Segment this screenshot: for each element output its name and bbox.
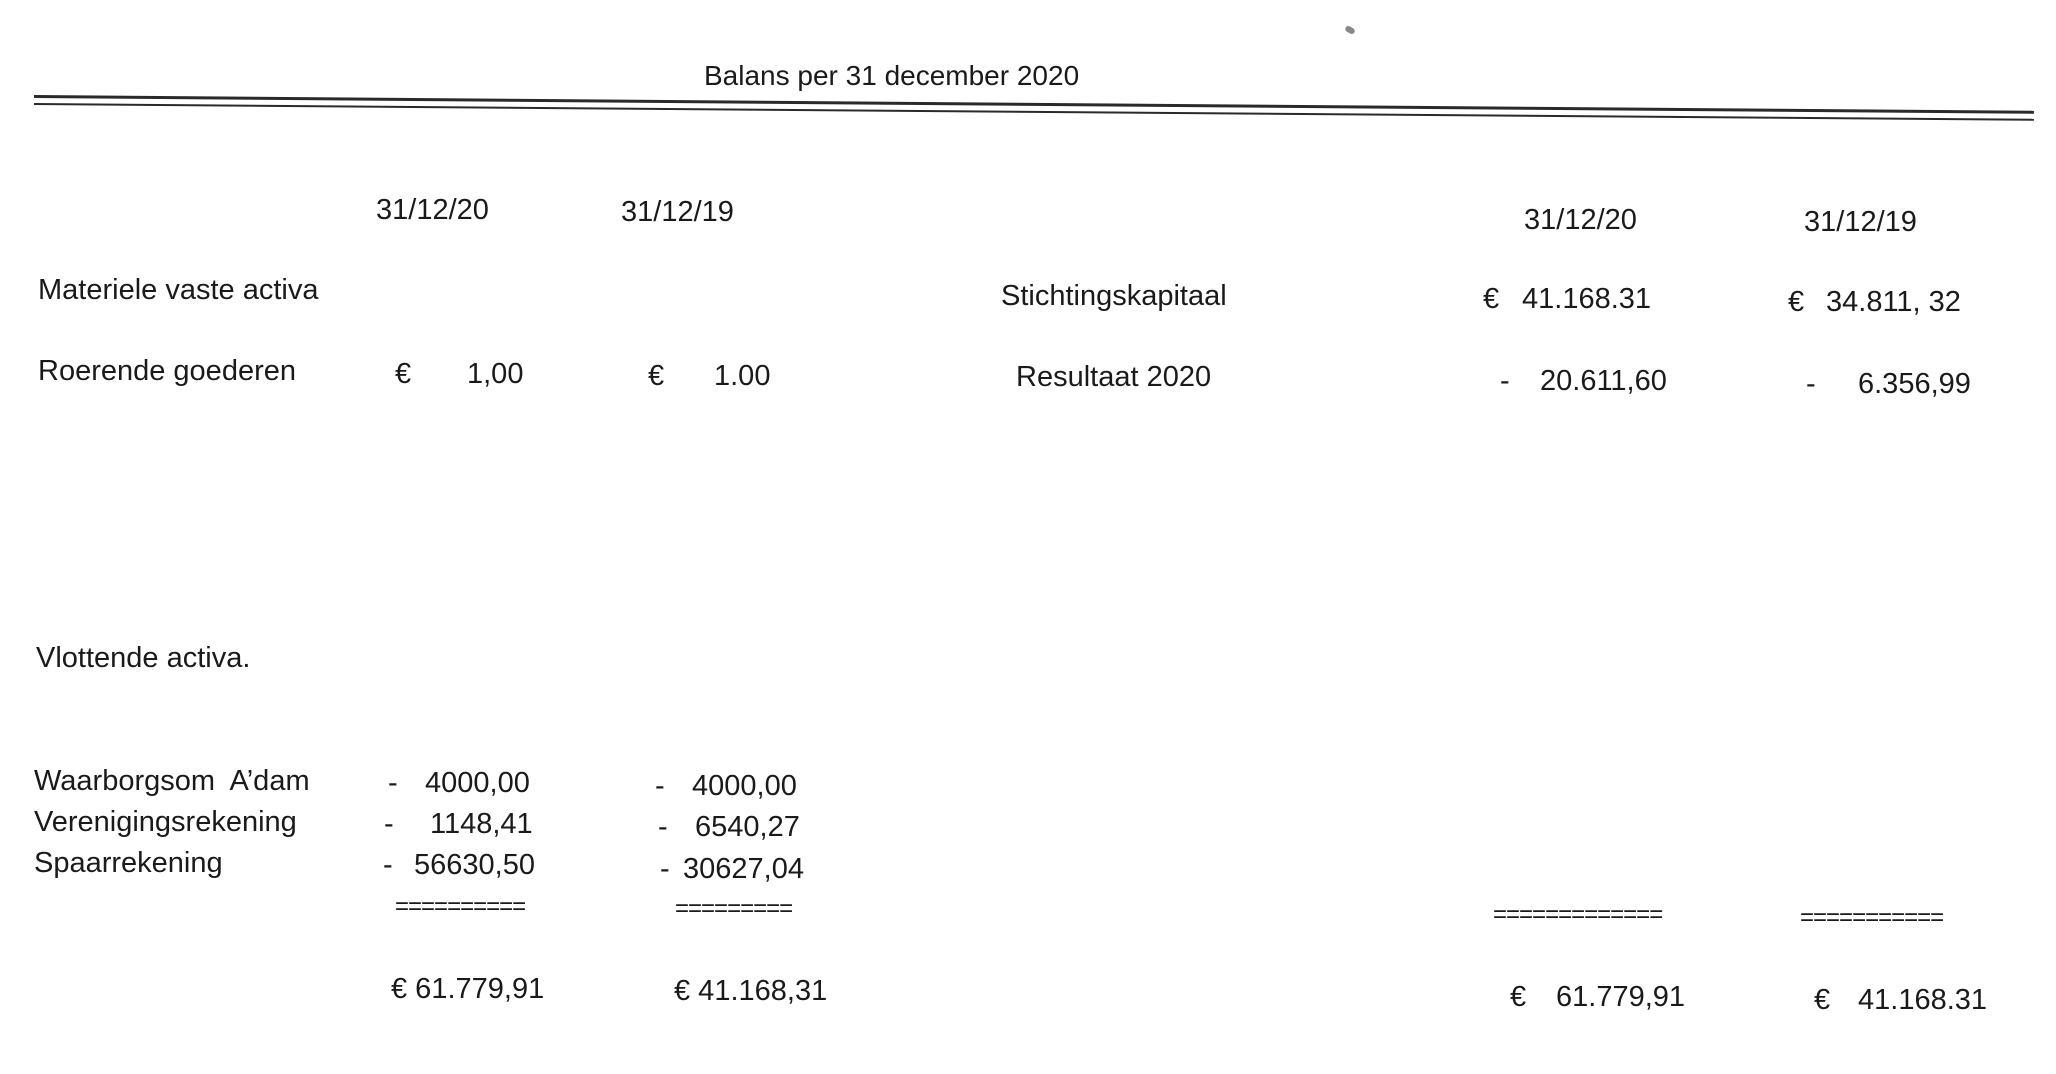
fixed-assets-heading: Materiele vaste activa <box>38 274 319 306</box>
current-item-dash-2019: - <box>660 853 670 885</box>
movable-goods-currency-2020: € <box>395 358 412 390</box>
total-right-currency-2020: € <box>1510 981 1527 1013</box>
current-assets-heading: Vlottende activa. <box>36 642 251 674</box>
result-dash-2020: - <box>1500 365 1510 397</box>
total-left-2020: € 61.779,91 <box>391 973 545 1005</box>
total-right-value-2019: 41.168.31 <box>1858 984 1988 1016</box>
capital-currency-2020: € <box>1483 283 1500 315</box>
current-item-dash-2020: - <box>383 849 393 881</box>
movable-goods-label: Roerende goederen <box>38 355 296 387</box>
capital-value-2019: 34.811, 32 <box>1826 286 1961 318</box>
current-item-dash-2020: - <box>384 808 394 840</box>
current-item-value-2019: 6540,27 <box>695 811 800 843</box>
current-item-dash-2020: - <box>388 767 398 799</box>
page-title: Balans per 31 december 2020 <box>704 60 1080 91</box>
movable-goods-value-2019: 1.00 <box>714 360 771 392</box>
separator-left-2020: ========== <box>395 893 526 920</box>
right-header-2019: 31/12/19 <box>1804 206 1917 238</box>
current-item-value-2019: 30627,04 <box>683 853 804 885</box>
total-right-currency-2019: € <box>1814 984 1831 1016</box>
current-item-dash-2019: - <box>655 770 665 802</box>
left-header-2020: 31/12/20 <box>376 194 489 226</box>
current-item-value-2020: 1148,41 <box>430 808 533 840</box>
separator-right-2019: =========== <box>1800 904 1944 931</box>
separator-right-2020: ============= <box>1493 901 1663 928</box>
current-item-value-2019: 4000,00 <box>692 770 797 802</box>
separator-left-2019: ========= <box>675 895 793 922</box>
result-value-2020: 20.611,60 <box>1540 365 1667 397</box>
movable-goods-currency-2019: € <box>648 360 665 392</box>
movable-goods-value-2020: 1,00 <box>467 358 524 390</box>
current-item-value-2020: 4000,00 <box>425 767 530 799</box>
capital-currency-2019: € <box>1788 286 1805 318</box>
result-value-2019: 6.356,99 <box>1858 368 1971 400</box>
current-item-label: Spaarrekening <box>34 847 223 879</box>
result-label: Resultaat 2020 <box>1016 361 1212 393</box>
current-item-value-2020: 56630,50 <box>414 849 535 881</box>
current-item-dash-2019: - <box>658 811 668 843</box>
scan-speck <box>1344 25 1356 35</box>
capital-value-2020: 41.168.31 <box>1522 283 1652 315</box>
current-item-label: Waarborgsom A’dam <box>34 765 310 797</box>
total-left-2019: € 41.168,31 <box>674 975 828 1007</box>
total-right-value-2020: 61.779,91 <box>1556 981 1686 1013</box>
result-dash-2019: - <box>1806 368 1816 400</box>
right-header-2020: 31/12/20 <box>1524 204 1637 236</box>
left-header-2019: 31/12/19 <box>621 196 734 228</box>
capital-label: Stichtingskapitaal <box>1001 280 1227 312</box>
current-item-label: Verenigingsrekening <box>34 806 297 838</box>
